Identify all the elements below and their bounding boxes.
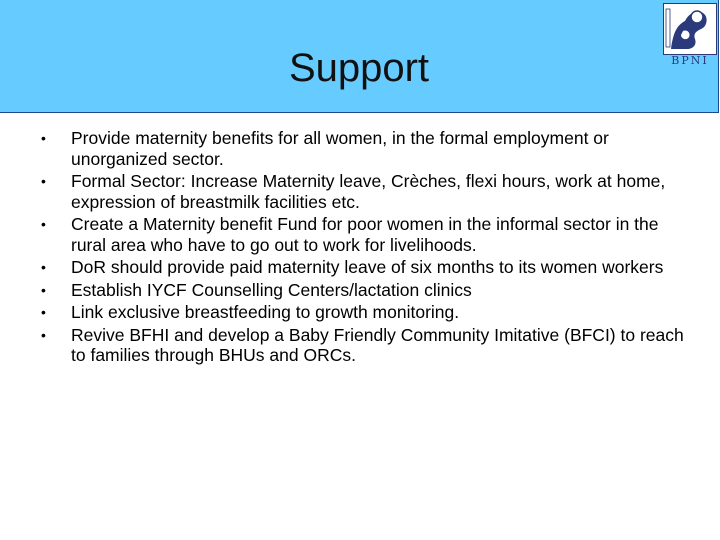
bullet-dot-icon: • (41, 281, 46, 298)
bullet-dot-icon: • (41, 259, 46, 275)
bullet-item (41, 171, 684, 212)
bullet-item (41, 128, 684, 169)
bullet-text: Establish IYCF Counselling Centers/lactation clinics (71, 279, 472, 300)
bullet-item (41, 324, 684, 366)
bullet-item (41, 257, 684, 278)
bullet-text: DoR should provide paid maternity leave of six months to its women workers (71, 257, 664, 277)
bullet-text: Provide maternity benefits for all women, in the formal employment or unorganized sector. (71, 128, 609, 169)
title-bar (0, 0, 719, 113)
bullet-item (41, 214, 684, 255)
slide-title: Support (288, 46, 430, 90)
bullet-dot-icon: • (41, 304, 46, 320)
bpni-logo (663, 3, 717, 67)
bullet-dot-icon: • (41, 173, 46, 189)
logo-text: BPNI (671, 54, 709, 67)
mother-and-child-logo-icon (663, 3, 717, 55)
bullet-item (41, 302, 684, 323)
bullet-dot-icon: • (41, 326, 46, 343)
bullet-dot-icon: • (41, 216, 46, 232)
bullet-item (41, 279, 684, 301)
bullet-text: Link exclusive breastfeeding to growth monitoring. (71, 302, 460, 322)
bullet-text: Formal Sector: Increase Maternity leave, Crèches, flexi hours, work at home, expression of breastmilk facilities etc. (71, 171, 666, 212)
bullet-text: Revive BFHI and develop a Baby Friendly Community Imitative (BFCI) to reach to families through BHUs and ORCs. (71, 324, 684, 365)
bullet-text: Create a Maternity benefit Fund for poor women in the informal sector in the rural area who have to go out to work for livelihoods. (71, 214, 659, 255)
bullet-dot-icon: • (41, 130, 46, 146)
bullet-list (41, 128, 684, 368)
